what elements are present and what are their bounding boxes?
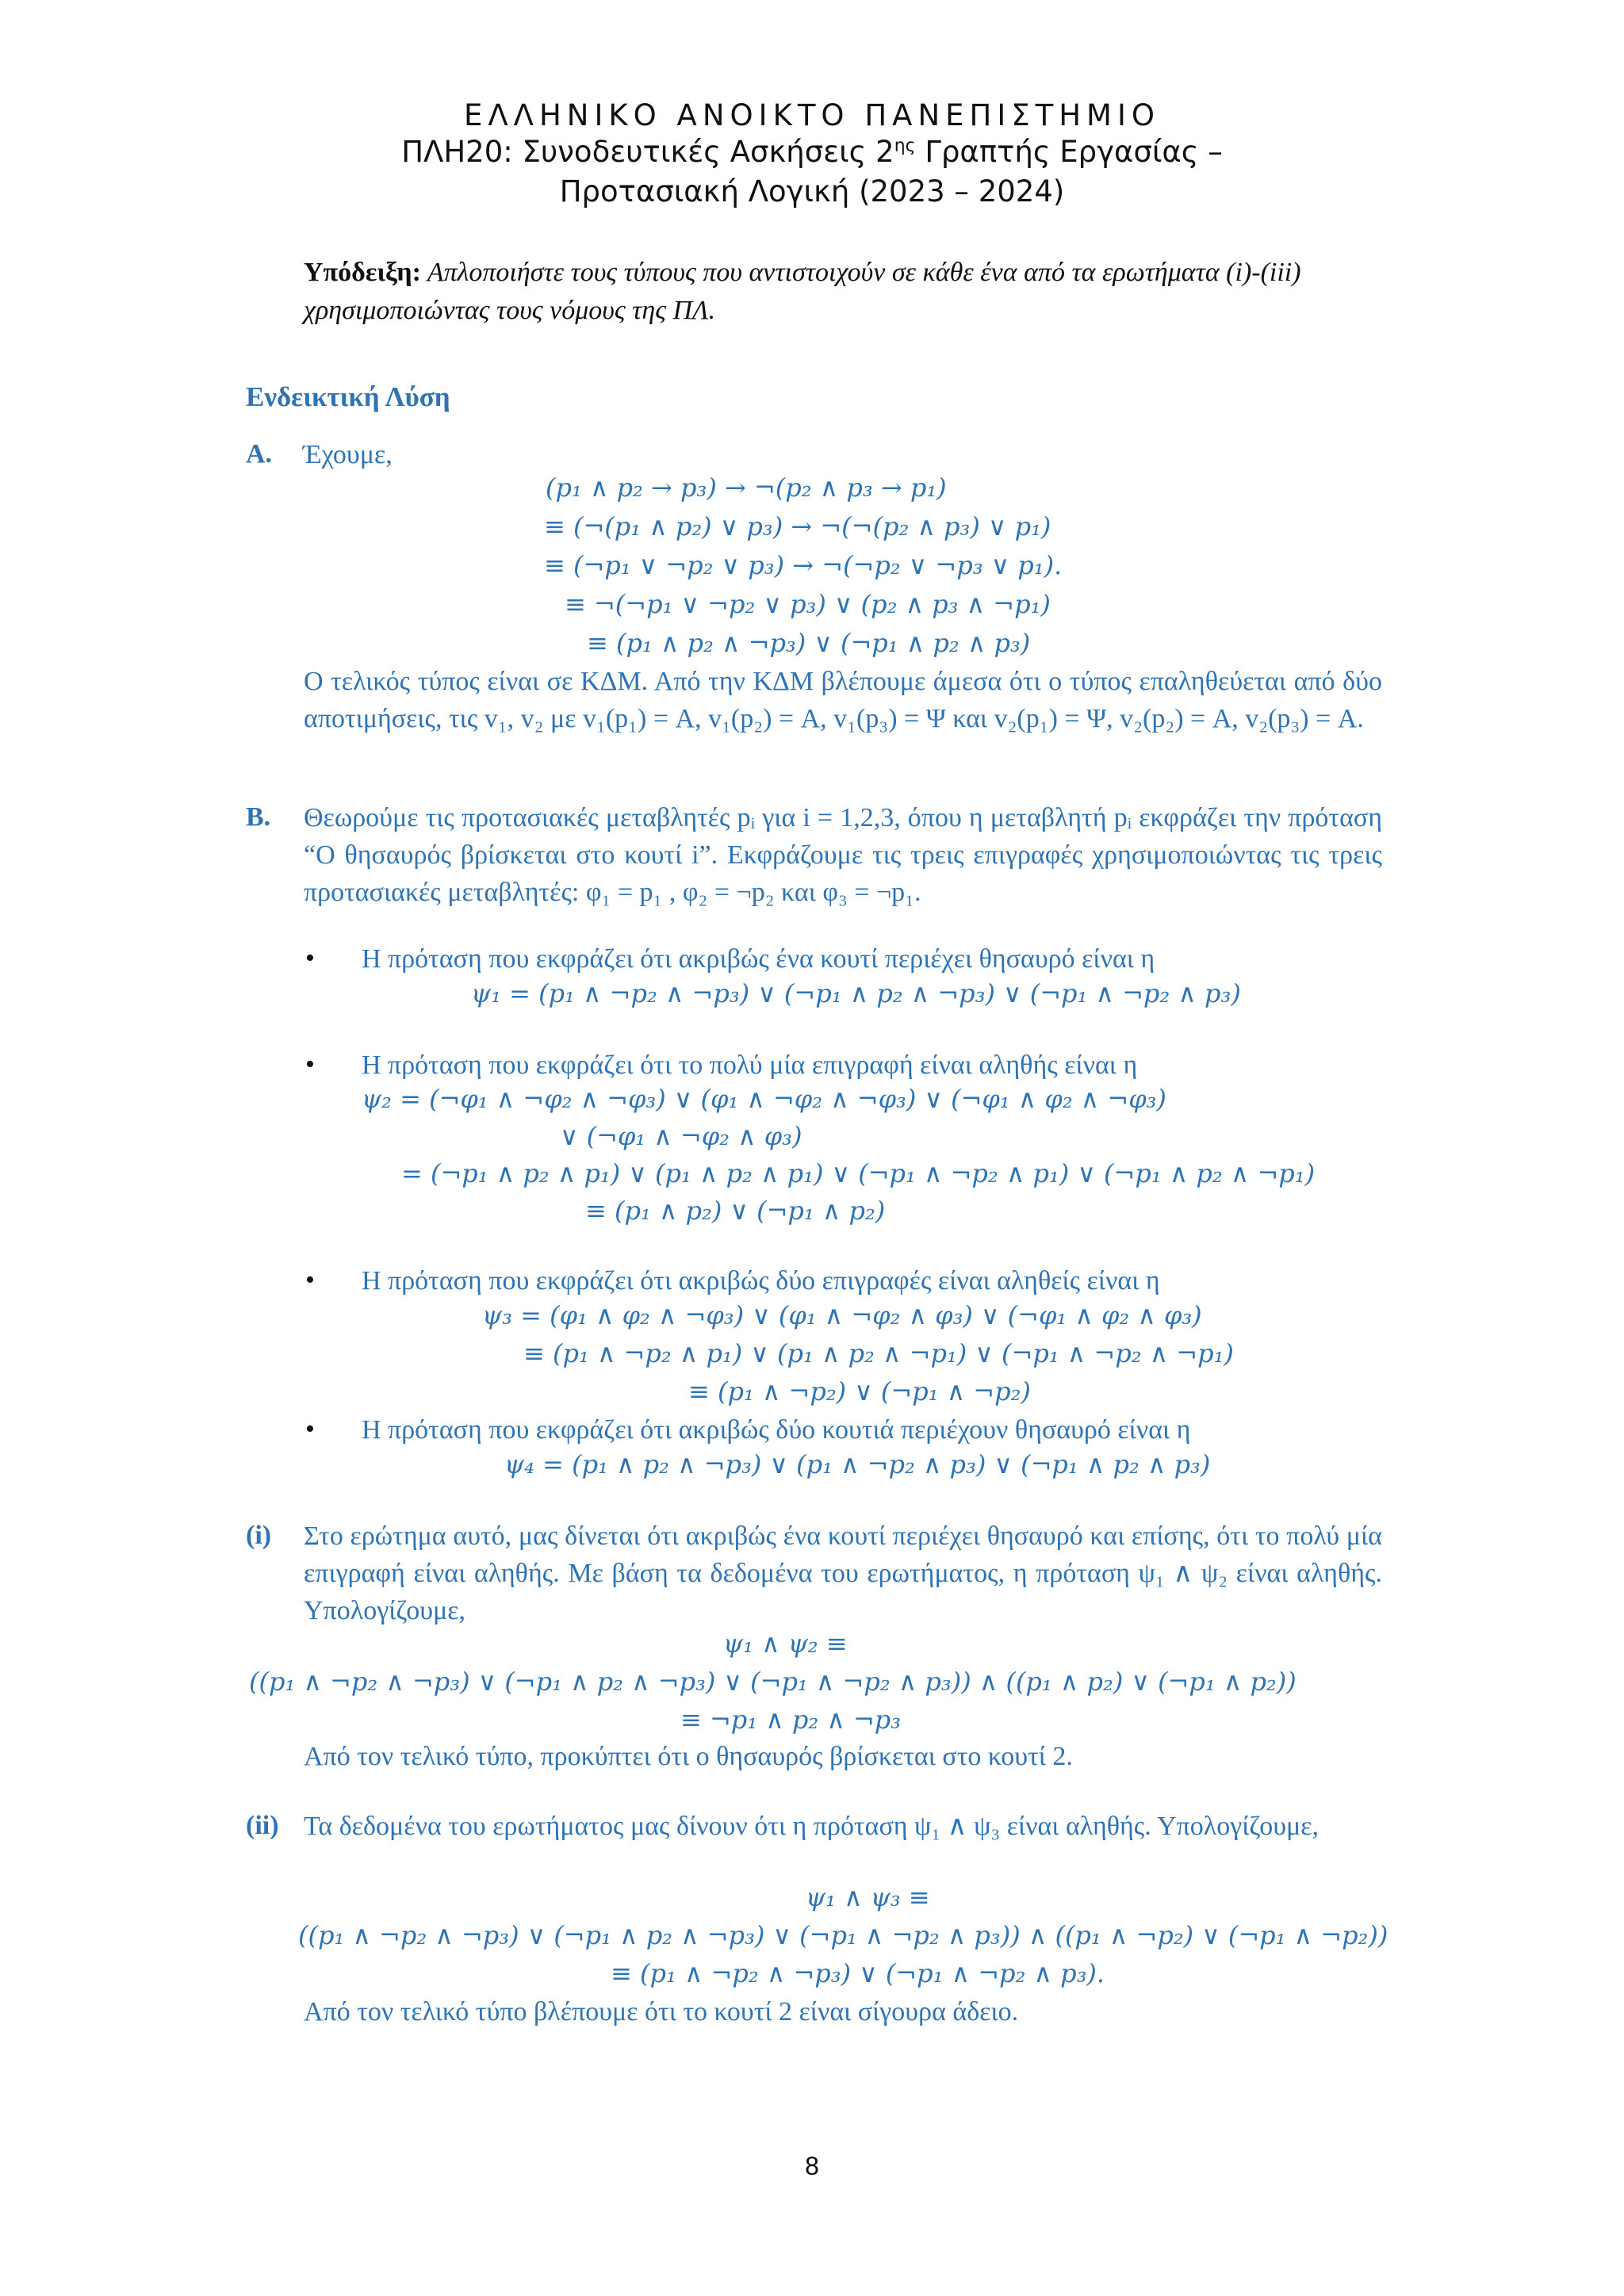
- bullet-1-text: Η πρόταση που εκφράζει ότι ακριβώς ένα κουτί περιέχει θησαυρό είναι η: [362, 944, 1155, 974]
- part-i-conclusion: Από τον τελικό τύπο, προκύπτει ότι ο θησαυρός βρίσκεται στο κουτί 2.: [304, 1742, 1073, 1771]
- university-name: ΕΛΛΗΝΙΚΟ ΑΝΟΙΚΤΟ ΠΑΝΕΠΙΣΤΗΜΙΟ: [463, 98, 1160, 132]
- part-i-math-1: ψ₁ ∧ ψ₂ ≡: [723, 1628, 848, 1659]
- part-b-intro: Θεωρούμε τις προτασιακές μεταβλητές pᵢ για i = 1,2,3, όπου η μεταβλητή pᵢ εκφράζει την πρόταση “Ο θησαυρός βρίσκεται στο κουτί i”. Εκφράζουμε τις τρεις επιγραφές χρησιμοποιώντας τις τρεις προτασιακές μεταβλητές: φ₁ = p₁ , φ₂ = ¬p₂ και φ₃ = ¬p₁.: [304, 803, 1382, 907]
- part-i-label: (i): [246, 1521, 272, 1550]
- part-a-line-3: ≡ (¬p₁ ∨ ¬p₂ ∨ p₃) → ¬(¬p₂ ∨ ¬p₃ ∨ p₁).: [544, 550, 1063, 580]
- course-subtitle: Προτασιακή Λογική (2023 – 2024): [559, 174, 1065, 209]
- bullet-1-marker: •: [305, 943, 315, 973]
- part-a-line-1: (p₁ ∧ p₂ → p₃) → ¬(p₂ ∧ p₃ → p₁): [546, 473, 947, 503]
- course-title-pre: ΠΛΗ20: Συνοδευτικές Ασκήσεις 2: [401, 135, 894, 169]
- part-a-conclusion: Ο τελικός τύπος είναι σε ΚΔΜ. Από την ΚΔΜ βλέπουμε άμεσα ότι ο τύπος επαληθεύεται από δύο αποτιμήσεις, τις v₁, v₂ με v₁(p₁) = Α, v₁(p₂) = Α, v₁(p₃) = Ψ και v₂(p₁) = Ψ, v₂(p₂) = Α, v₂(p₃) = Α.: [304, 667, 1382, 733]
- hint-paragraph: [304, 254, 1382, 330]
- bullet-3-math-2: ≡ (p₁ ∧ ¬p₂ ∧ p₁) ∨ (p₁ ∧ p₂ ∧ ¬p₁) ∨ (¬p₁ ∧ ¬p₂ ∧ ¬p₁): [523, 1338, 1234, 1368]
- part-a-line-2: ≡ (¬(p₁ ∧ p₂) ∨ p₃) → ¬(¬(p₂ ∧ p₃) ∨ p₁): [544, 511, 1051, 541]
- part-ii-math-1: ψ₁ ∧ ψ₃ ≡: [806, 1882, 930, 1912]
- part-i-text: Στο ερώτημα αυτό, μας δίνεται ότι ακριβώς ένα κουτί περιέχει θησαυρό και επίσης, ότι το πολύ μία επιγραφή είναι αληθής. Με βάση τα δεδομένα του ερωτήματος, η πρόταση ψ₁ ∧ ψ₂ είναι αληθής. Υπολογίζουμε,: [304, 1521, 1382, 1625]
- bullet-4-math: ψ₄ = (p₁ ∧ p₂ ∧ ¬p₃) ∨ (p₁ ∧ ¬p₂ ∧ p₃) ∨ (¬p₁ ∧ p₂ ∧ p₃): [504, 1449, 1211, 1479]
- part-a-line-5: ≡ (p₁ ∧ p₂ ∧ ¬p₃) ∨ (¬p₁ ∧ p₂ ∧ p₃): [587, 628, 1031, 658]
- part-i-math-3: ≡ ¬p₁ ∧ p₂ ∧ ¬p₃: [680, 1705, 902, 1735]
- part-a-label: Α.: [246, 439, 273, 469]
- part-ii-text: Τα δεδομένα του ερωτήματος μας δίνουν ότι η πρόταση ψ₁ ∧ ψ₃ είναι αληθής. Υπολογίζουμε,: [304, 1812, 1320, 1841]
- part-ii-math-3: ≡ (p₁ ∧ ¬p₂ ∧ ¬p₃) ∨ (¬p₁ ∧ ¬p₂ ∧ p₃).: [611, 1958, 1105, 1988]
- part-b-label: Β.: [246, 802, 271, 832]
- bullet-2-math-2: ∨ (¬φ₁ ∧ ¬φ₂ ∧ φ₃): [560, 1121, 802, 1151]
- bullet-3-marker: •: [305, 1265, 315, 1295]
- bullet-3-math-1: ψ₃ = (φ₁ ∧ φ₂ ∧ ¬φ₃) ∨ (φ₁ ∧ ¬φ₂ ∧ φ₃) ∨ (¬φ₁ ∧ φ₂ ∧ φ₃): [482, 1300, 1202, 1330]
- part-ii-conclusion: Από τον τελικό τύπο βλέπουμε ότι το κουτί 2 είναι σίγουρα άδειο.: [304, 1997, 1019, 2026]
- bullet-1-math: ψ₁ = (p₁ ∧ ¬p₂ ∧ ¬p₃) ∨ (¬p₁ ∧ p₂ ∧ ¬p₃) ∨ (¬p₁ ∧ ¬p₂ ∧ p₃): [471, 978, 1241, 1008]
- part-i-math-2: ((p₁ ∧ ¬p₂ ∧ ¬p₃) ∨ (¬p₁ ∧ p₂ ∧ ¬p₃) ∨ (¬p₁ ∧ ¬p₂ ∧ p₃)) ∧ ((p₁ ∧ p₂) ∨ (¬p₁ ∧ p₂)): [249, 1667, 1297, 1697]
- part-ii-label: (ii): [246, 1811, 279, 1840]
- hint-label: Υπόδειξη:: [304, 258, 421, 287]
- part-ii-math-2: ((p₁ ∧ ¬p₂ ∧ ¬p₃) ∨ (¬p₁ ∧ p₂ ∧ ¬p₃) ∨ (¬p₁ ∧ ¬p₂ ∧ p₃)) ∧ ((p₁ ∧ ¬p₂) ∨ (¬p₁ ∧ ¬p₂)): [298, 1920, 1388, 1950]
- part-a-line-4: ≡ ¬(¬p₁ ∨ ¬p₂ ∨ p₃) ∨ (p₂ ∧ p₃ ∧ ¬p₁): [565, 589, 1051, 619]
- bullet-3-text: Η πρόταση που εκφράζει ότι ακριβώς δύο επιγραφές είναι αληθείς είναι η: [362, 1266, 1160, 1295]
- bullet-2-math-4: ≡ (p₁ ∧ p₂) ∨ (¬p₁ ∧ p₂): [585, 1196, 886, 1226]
- solution-title: Ενδεικτική Λύση: [246, 381, 450, 412]
- bullet-2-text: Η πρόταση που εκφράζει ότι το πολύ μία επιγραφή είναι αληθής είναι η: [362, 1050, 1138, 1080]
- course-title-post: Γραπτής Εργασίας –: [915, 135, 1223, 169]
- course-title: [0, 135, 1624, 169]
- bullet-4-marker: •: [305, 1414, 315, 1444]
- hint-text: Απλοποιήστε τους τύπους που αντιστοιχούν σε κάθε ένα από τα ερωτήματα (i)-(iii) χρησιμοποιώντας τους νόμους της ΠΛ.: [304, 258, 1301, 325]
- bullet-2-math-1: ψ₂ = (¬φ₁ ∧ ¬φ₂ ∧ ¬φ₃) ∨ (φ₁ ∧ ¬φ₂ ∧ ¬φ₃) ∨ (¬φ₁ ∧ φ₂ ∧ ¬φ₃): [362, 1084, 1166, 1114]
- course-title-sup: ης: [894, 136, 916, 156]
- part-a-intro: Έχουμε,: [303, 440, 393, 469]
- bullet-2-marker: •: [305, 1050, 315, 1079]
- bullet-3-math-3: ≡ (p₁ ∧ ¬p₂) ∨ (¬p₁ ∧ ¬p₂): [688, 1376, 1031, 1406]
- bullet-4-text: Η πρόταση που εκφράζει ότι ακριβώς δύο κουτιά περιέχουν θησαυρό είναι η: [362, 1415, 1191, 1445]
- bullet-2-math-3: = (¬p₁ ∧ p₂ ∧ p₁) ∨ (p₁ ∧ p₂ ∧ p₁) ∨ (¬p₁ ∧ ¬p₂ ∧ p₁) ∨ (¬p₁ ∧ p₂ ∧ ¬p₁): [401, 1158, 1316, 1188]
- page-number: 8: [805, 2152, 819, 2180]
